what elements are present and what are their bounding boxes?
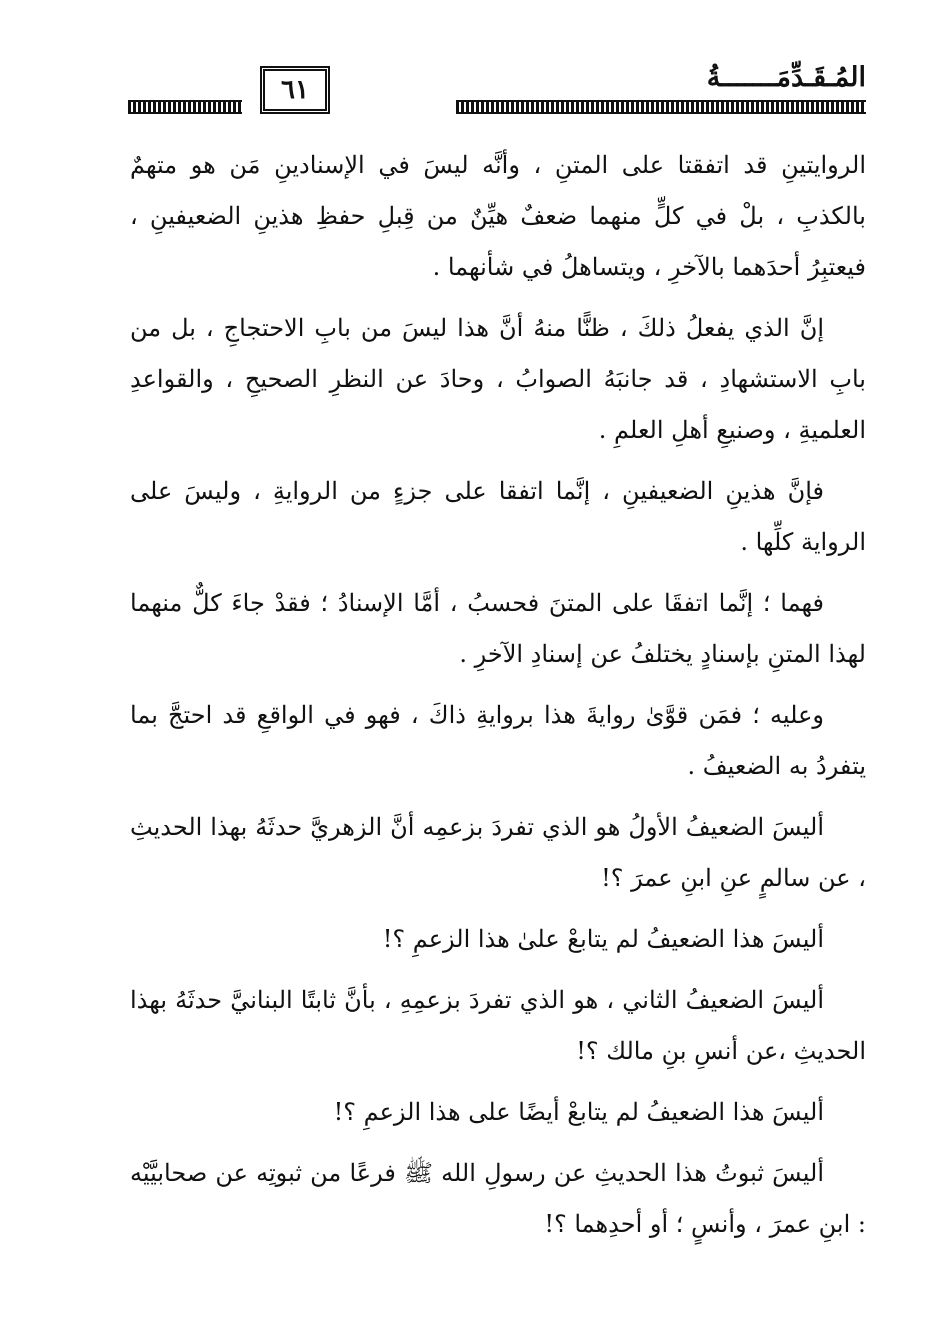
header-rule-right <box>456 100 866 114</box>
page-header <box>128 62 866 118</box>
paragraph: فإنَّ هذينِ الضعيفينِ ، إنَّما اتفقا على جزءٍ من الروايةِ ، وليسَ على الرواية كلِّها . <box>130 477 866 556</box>
paragraph: وعليه ؛ فمَن قوَّىٰ روايةَ هذا بروايةِ ذاكَ ، فهو في الواقعِ قد احتجَّ بما يتفردُ به الضعيفُ . <box>130 701 866 780</box>
paragraph: أليسَ ثبوتُ هذا الحديثِ عن رسولِ الله ﷺ فرعًا من ثبوتِه عن صحابيَّيْه : ابنِ عمرَ ، وأنسٍ ؛ أو أحدِهما ؟! <box>130 1159 866 1238</box>
page-body <box>130 140 866 1260</box>
chapter-title: المُـقَـدِّمَـــــــةُ <box>706 62 866 93</box>
paragraph: فهما ؛ إنَّما اتفقَا على المتنَ فحسبُ ، أمَّا الإسنادُ ؛ فقدْ جاءَ كلٌّ منهما لهذا المتنِ بإسنادٍ يختلفُ عن إسنادِ الآخرِ . <box>130 589 866 668</box>
paragraph: إنَّ الذي يفعلُ ذلكَ ، ظنًّا منهُ أنَّ هذا ليسَ من بابِ الاحتجاجِ ، بل من بابِ الاستشهادِ ، قد جانبَهُ الصوابُ ، وحادَ عن النظرِ الصحيحِ ، والقواعدِ العلميةِ ، وصنيعِ أهلِ العلمِ . <box>130 314 866 444</box>
header-rule-left <box>128 100 242 114</box>
page-number: ٦١ <box>260 66 330 114</box>
paragraph: أليسَ هذا الضعيفُ لم يتابعْ علىٰ هذا الزعمِ ؟! <box>382 925 824 953</box>
paragraph: أليسَ الضعيفُ الثاني ، هو الذي تفردَ بزعمِهِ ، بأنَّ ثابتًا البنانيَّ حدثَهُ بهذا الحديثِ ،عن أنسِ بنِ مالك ؟! <box>130 986 866 1065</box>
paragraph: أليسَ الضعيفُ الأولُ هو الذي تفردَ بزعمِه أنَّ الزهريَّ حدثَهُ بهذا الحديثِ ، عن سالمٍ عنِ ابنِ عمرَ ؟! <box>130 813 866 892</box>
paragraph: الروايتينِ قد اتفقتا على المتنِ ، وأنَّه ليسَ في الإسنادينِ مَن هو متهمٌ بالكذبِ ، بلْ في كلٍّ منهما ضعفٌ هيِّنٌ من قِبلِ حفظِ هذينِ الضعيفينِ ، فيعتبِرُ أحدَهما بالآخرِ ، ويتساهلُ في شأنهما . <box>130 151 866 281</box>
paragraph: أليسَ هذا الضعيفُ لم يتابعْ أيضًا على هذا الزعمِ ؟! <box>333 1098 824 1126</box>
